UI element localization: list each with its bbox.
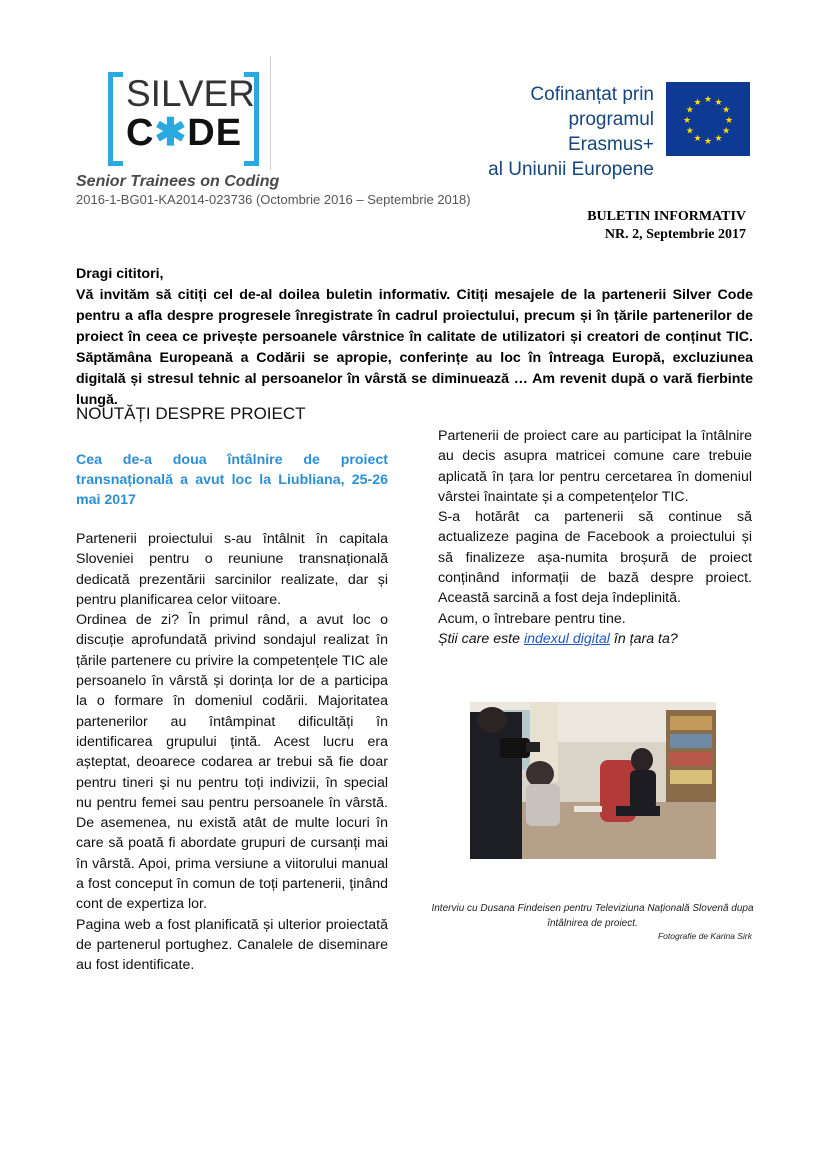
- intro-text: Vă invităm să citiți cel de-al doilea buletin informativ. Citiți mesajele de la partenerii Silver Code pentru a afla despre progresele înregistrate în cadrul proiectului, precum și în țările partenerilor de proiect în ceea ce privește persoanele vârstnice în calitate de utilizatori și creatori de conținut TIC. Săptămâna Europeană a Codării se apropie, conferințe au loc în întreaga Europă, excluziunea digitală și stresul tehnic al persoanelor în vârstă se diminuează … Am revenit după o vară fierbinte lungă.: [76, 287, 753, 408]
- bulletin-info: [560, 208, 746, 244]
- header-divider: [270, 56, 271, 170]
- right-paragraph-1: Partenerii de proiect care au participat la întâlnire au decis asupra matricei comune care trebuie aplicată în țara lor pentru cercetarea în domeniul vârstei înaintate și a competențelor TIC.: [438, 428, 752, 505]
- article-title: Cea de-a doua întâlnire de proiect transnațională a avut loc la Liubliana, 25-26 mai 2017: [76, 452, 388, 508]
- svg-text:★: ★: [722, 126, 731, 137]
- photo-caption: Interviu cu Dusana Findeisen pentru Televiziuna Națională Slovenă dupa întâlnirea de proiect.: [431, 903, 754, 929]
- bulletin-title: BULETIN INFORMATIV: [587, 209, 746, 224]
- project-tagline: Senior Trainees on Coding: [76, 173, 280, 190]
- left-paragraph-3: Pagina web a fost planificată și ulterior proiectată de partenerul portughez. Canalele de diseminare au fost identificate.: [76, 916, 388, 974]
- right-paragraph-3: Acum, o întrebare pentru tine.: [438, 610, 626, 627]
- svg-text:★: ★: [722, 105, 731, 116]
- svg-text:★: ★: [685, 105, 694, 116]
- project-id: 2016-1-BG01-KA2014-023736 (Octombrie 2016 – Septembrie 2018): [76, 192, 471, 207]
- svg-text:★: ★: [693, 97, 702, 108]
- funding-line-1: Cofinanțat prin: [530, 84, 654, 105]
- logo-code-letter-c: C: [126, 112, 155, 154]
- right-paragraph-2: S-a hotărât ca partenerii să continue să actualizeze pagina de Facebook a proiectului și să finalizeze așa-numita broșură de proiect conținând informații de bază despre proiect. Această sarcină a fost deja îndeplinită.: [438, 509, 752, 607]
- section-title: NOUTĂȚI DESPRE PROIECT: [76, 404, 306, 423]
- interview-photo-illustration: [470, 702, 716, 859]
- funding-line-2: programul Erasmus+: [567, 109, 654, 155]
- svg-text:★: ★: [714, 97, 723, 108]
- digital-index-link[interactable]: indexul digital: [523, 630, 610, 647]
- logo-bracket-left: [108, 72, 123, 166]
- article-right-column: [438, 426, 752, 649]
- svg-text:★: ★: [714, 134, 723, 145]
- logo-word-silver: SILVER: [126, 73, 255, 114]
- intro-block: [76, 264, 753, 411]
- left-paragraph-1: Partenerii proiectului s-au întâlnit în capitala Sloveniei pentru o reuniune transnațională dedicată prezentării sarcinilor realizate, dar și pentru planificarea celor viitoare.: [76, 531, 388, 608]
- question-before: Știi care este: [438, 630, 524, 647]
- intro-greeting: Dragi cititori,: [76, 266, 164, 282]
- silver-code-logo: [108, 70, 258, 160]
- photo-credit: Fotografie de Karina Sirk: [657, 931, 752, 941]
- logo-bracket-right: [244, 72, 259, 166]
- eu-flag-icon: [666, 82, 750, 156]
- svg-text:★: ★: [703, 137, 713, 147]
- question-after: în țara ta?: [609, 630, 678, 647]
- logo-code-letters-de: DE: [187, 112, 243, 154]
- eu-stars-icon: [666, 82, 750, 156]
- svg-text:★: ★: [685, 126, 694, 137]
- logo-word-code: [126, 112, 242, 154]
- logo-star-icon: ✱: [154, 112, 188, 154]
- interview-photo: [470, 702, 716, 859]
- erasmus-funding-text: [480, 82, 654, 182]
- digital-index-question: [438, 629, 752, 649]
- bulletin-issue: NR. 2, Septembrie 2017: [604, 227, 746, 242]
- svg-text:★: ★: [682, 116, 692, 126]
- funding-line-3: al Uniunii Europene: [488, 159, 654, 180]
- svg-text:★: ★: [693, 134, 702, 145]
- svg-text:★: ★: [703, 95, 713, 105]
- svg-text:★: ★: [724, 116, 734, 126]
- article-left-column: [76, 529, 388, 976]
- left-paragraph-2: Ordinea de zi? În primul rând, a avut loc o discuție aprofundată privind sondajul realizat în țările partenere cu privire la competențele TIC ale persoanelo în vârstă și dorința lor de a participa la o formare în domeniul codării. Majoritatea partenerilor au întâmpinat dificultăți în identificarea grupului țintă. Acest lucru era așteptat, deoarece codarea ar trebui să fie doar pentru tineri și nu pentru toți indivizii, în special nu pentru femei sau pentru persoanele în vârstă. De asemenea, nu există atât de multe locuri în care să poată fi abordate grupuri de cursanți mai în vârstă. Apoi, prima versiune a viitorului manual a fost conceput în comun de toți partenerii, ținând cont de expertiza lor.: [76, 612, 388, 913]
